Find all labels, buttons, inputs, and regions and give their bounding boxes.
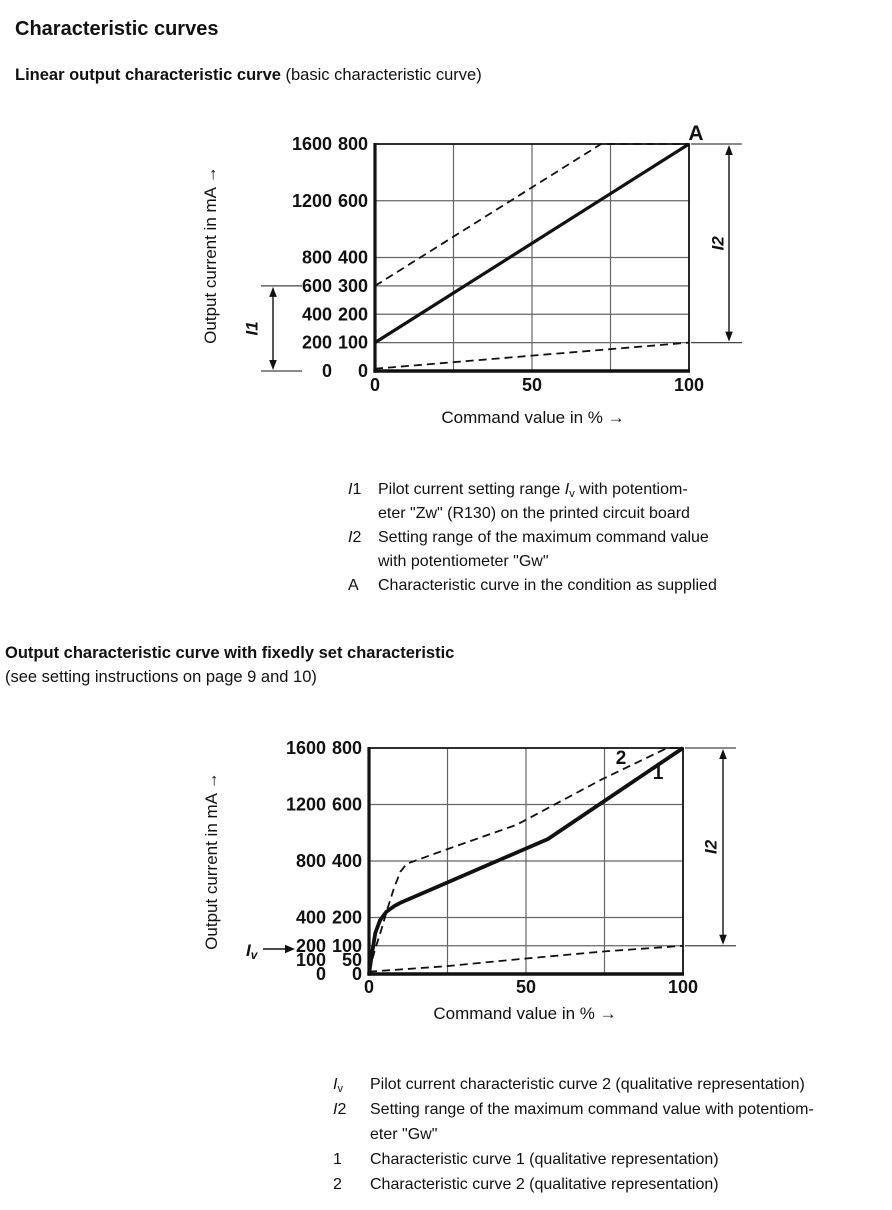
dim-I2-arrowhead-up — [725, 145, 733, 155]
y-tick-label: 1200 — [285, 794, 326, 815]
x-tick-label: 50 — [515, 977, 537, 997]
legend-text-curve2: Characteristic curve 2 (qualitative representation) — [370, 1176, 719, 1193]
y-tick-label: 100 — [295, 949, 326, 970]
y-tick-label: 0 — [315, 964, 326, 984]
section1-heading-bold: Linear output characteristic curve — [15, 66, 281, 84]
y-tick-label: 800 — [295, 851, 326, 871]
y-tick-label: 0 — [321, 361, 332, 381]
linear-characteristic-chart — [180, 110, 780, 440]
y-axis-title: Output current in mA → — [201, 166, 220, 344]
y-tick-label: 800 — [337, 134, 368, 154]
label-curve-1: 1 — [652, 763, 664, 784]
y-tick-label: 300 — [337, 275, 368, 296]
y-tick-label: 400 — [301, 304, 332, 325]
legend-item-I2 — [348, 526, 778, 573]
legend-key-curve2: 2 — [333, 1176, 342, 1193]
y-tick-label: 1600 — [291, 134, 332, 154]
legend-text-A: Characteristic curve in the condition as supplied — [378, 577, 717, 594]
x-tick-label: 0 — [363, 977, 375, 997]
label-curve-2: 2 — [615, 748, 627, 769]
x-tick-label: 100 — [667, 977, 699, 997]
dim-I1-arrowhead-up — [269, 287, 277, 297]
y-axis-title: Output current in mA → — [202, 772, 221, 950]
dim-I2-label: I2 — [701, 839, 721, 854]
x-tick-label: 0 — [369, 375, 381, 395]
legend-fixed-curve — [333, 1072, 892, 1197]
y-tick-label: 50 — [341, 949, 362, 970]
page-title: Characteristic curves — [15, 18, 219, 40]
y-tick-label: 100 — [331, 935, 362, 956]
section1-heading — [15, 66, 482, 85]
legend-key-I2: I2 — [348, 529, 362, 546]
legend-key-curve1: 1 — [333, 1151, 342, 1168]
y-tick-label: 400 — [295, 907, 326, 928]
x-axis-title: Command value in % → — [441, 408, 625, 427]
dim-I2-label: I2 — [708, 236, 728, 251]
y-tick-label: 800 — [331, 738, 362, 758]
section2-heading — [5, 641, 454, 689]
label-A: A — [688, 122, 704, 145]
y-tick-label: 600 — [301, 275, 332, 296]
legend-key-I1: I1 — [348, 481, 362, 498]
legend-key-A: A — [348, 577, 359, 594]
label-Iv: Iv — [246, 941, 258, 962]
y-tick-label: 800 — [301, 247, 332, 268]
x-tick-label: 100 — [673, 375, 705, 395]
dim-I2-arrowhead-down — [719, 935, 727, 945]
y-tick-label: 400 — [337, 247, 368, 268]
y-tick-label: 1200 — [291, 190, 332, 211]
section2-heading-bold: Output characteristic curve with fixedly set characteristic — [5, 644, 455, 662]
y-tick-label: 100 — [337, 332, 368, 353]
x-axis-title: Command value in % → — [433, 1004, 617, 1023]
y-tick-label: 0 — [357, 361, 368, 381]
section1-heading-tail: (basic characteristic curve) — [280, 66, 482, 84]
y-tick-label: 200 — [331, 907, 362, 928]
y-tick-label: 600 — [331, 794, 362, 815]
legend-key-Iv: $I_v$ — [333, 1076, 343, 1095]
y-tick-label: 200 — [301, 332, 332, 353]
legend-item-Iv — [333, 1072, 892, 1097]
section2-heading-tail: (see setting instructions on page 9 and 10) — [5, 668, 317, 686]
dim-I1-arrowhead-down — [269, 360, 277, 370]
legend-text-curve1: Characteristic curve 1 (qualitative representation) — [370, 1151, 719, 1168]
y-tick-label: 600 — [337, 190, 368, 211]
y-tick-label: 0 — [351, 964, 362, 984]
y-tick-label: 1600 — [285, 738, 326, 758]
y-tick-label: 200 — [337, 304, 368, 325]
y-tick-label: 200 — [295, 935, 326, 956]
dim-I1-label: I1 — [242, 321, 262, 336]
legend-text-I2: Setting range of the maximum command value with potentiom- eter "Gw" — [370, 1101, 814, 1143]
legend-key-I2: I2 — [333, 1101, 347, 1118]
legend-linear-curve — [348, 478, 778, 599]
x-tick-label: 50 — [521, 375, 543, 395]
y-tick-label: 400 — [331, 851, 362, 871]
dim-I2-arrowhead-down — [725, 332, 733, 342]
dim-I2-arrowhead-up — [719, 749, 727, 759]
legend-text-I1: Pilot current setting range $I_v$ with potentiom- eter "Zw" (R130) on the printed circuit board — [378, 481, 690, 522]
legend-item-I2 — [333, 1097, 892, 1147]
legend-text-I2: Setting range of the maximum command value with potentiometer "Gw" — [378, 529, 709, 570]
legend-text-Iv: Pilot current characteristic curve 2 (qualitative representation) — [370, 1076, 805, 1093]
label-Iv-arrowhead — [285, 945, 295, 953]
legend-item-curve2 — [333, 1172, 892, 1197]
legend-item-curve1 — [333, 1147, 892, 1172]
legend-item-I1 — [348, 478, 778, 525]
fixed-characteristic-chart — [180, 700, 780, 1035]
legend-item-A — [348, 574, 778, 598]
